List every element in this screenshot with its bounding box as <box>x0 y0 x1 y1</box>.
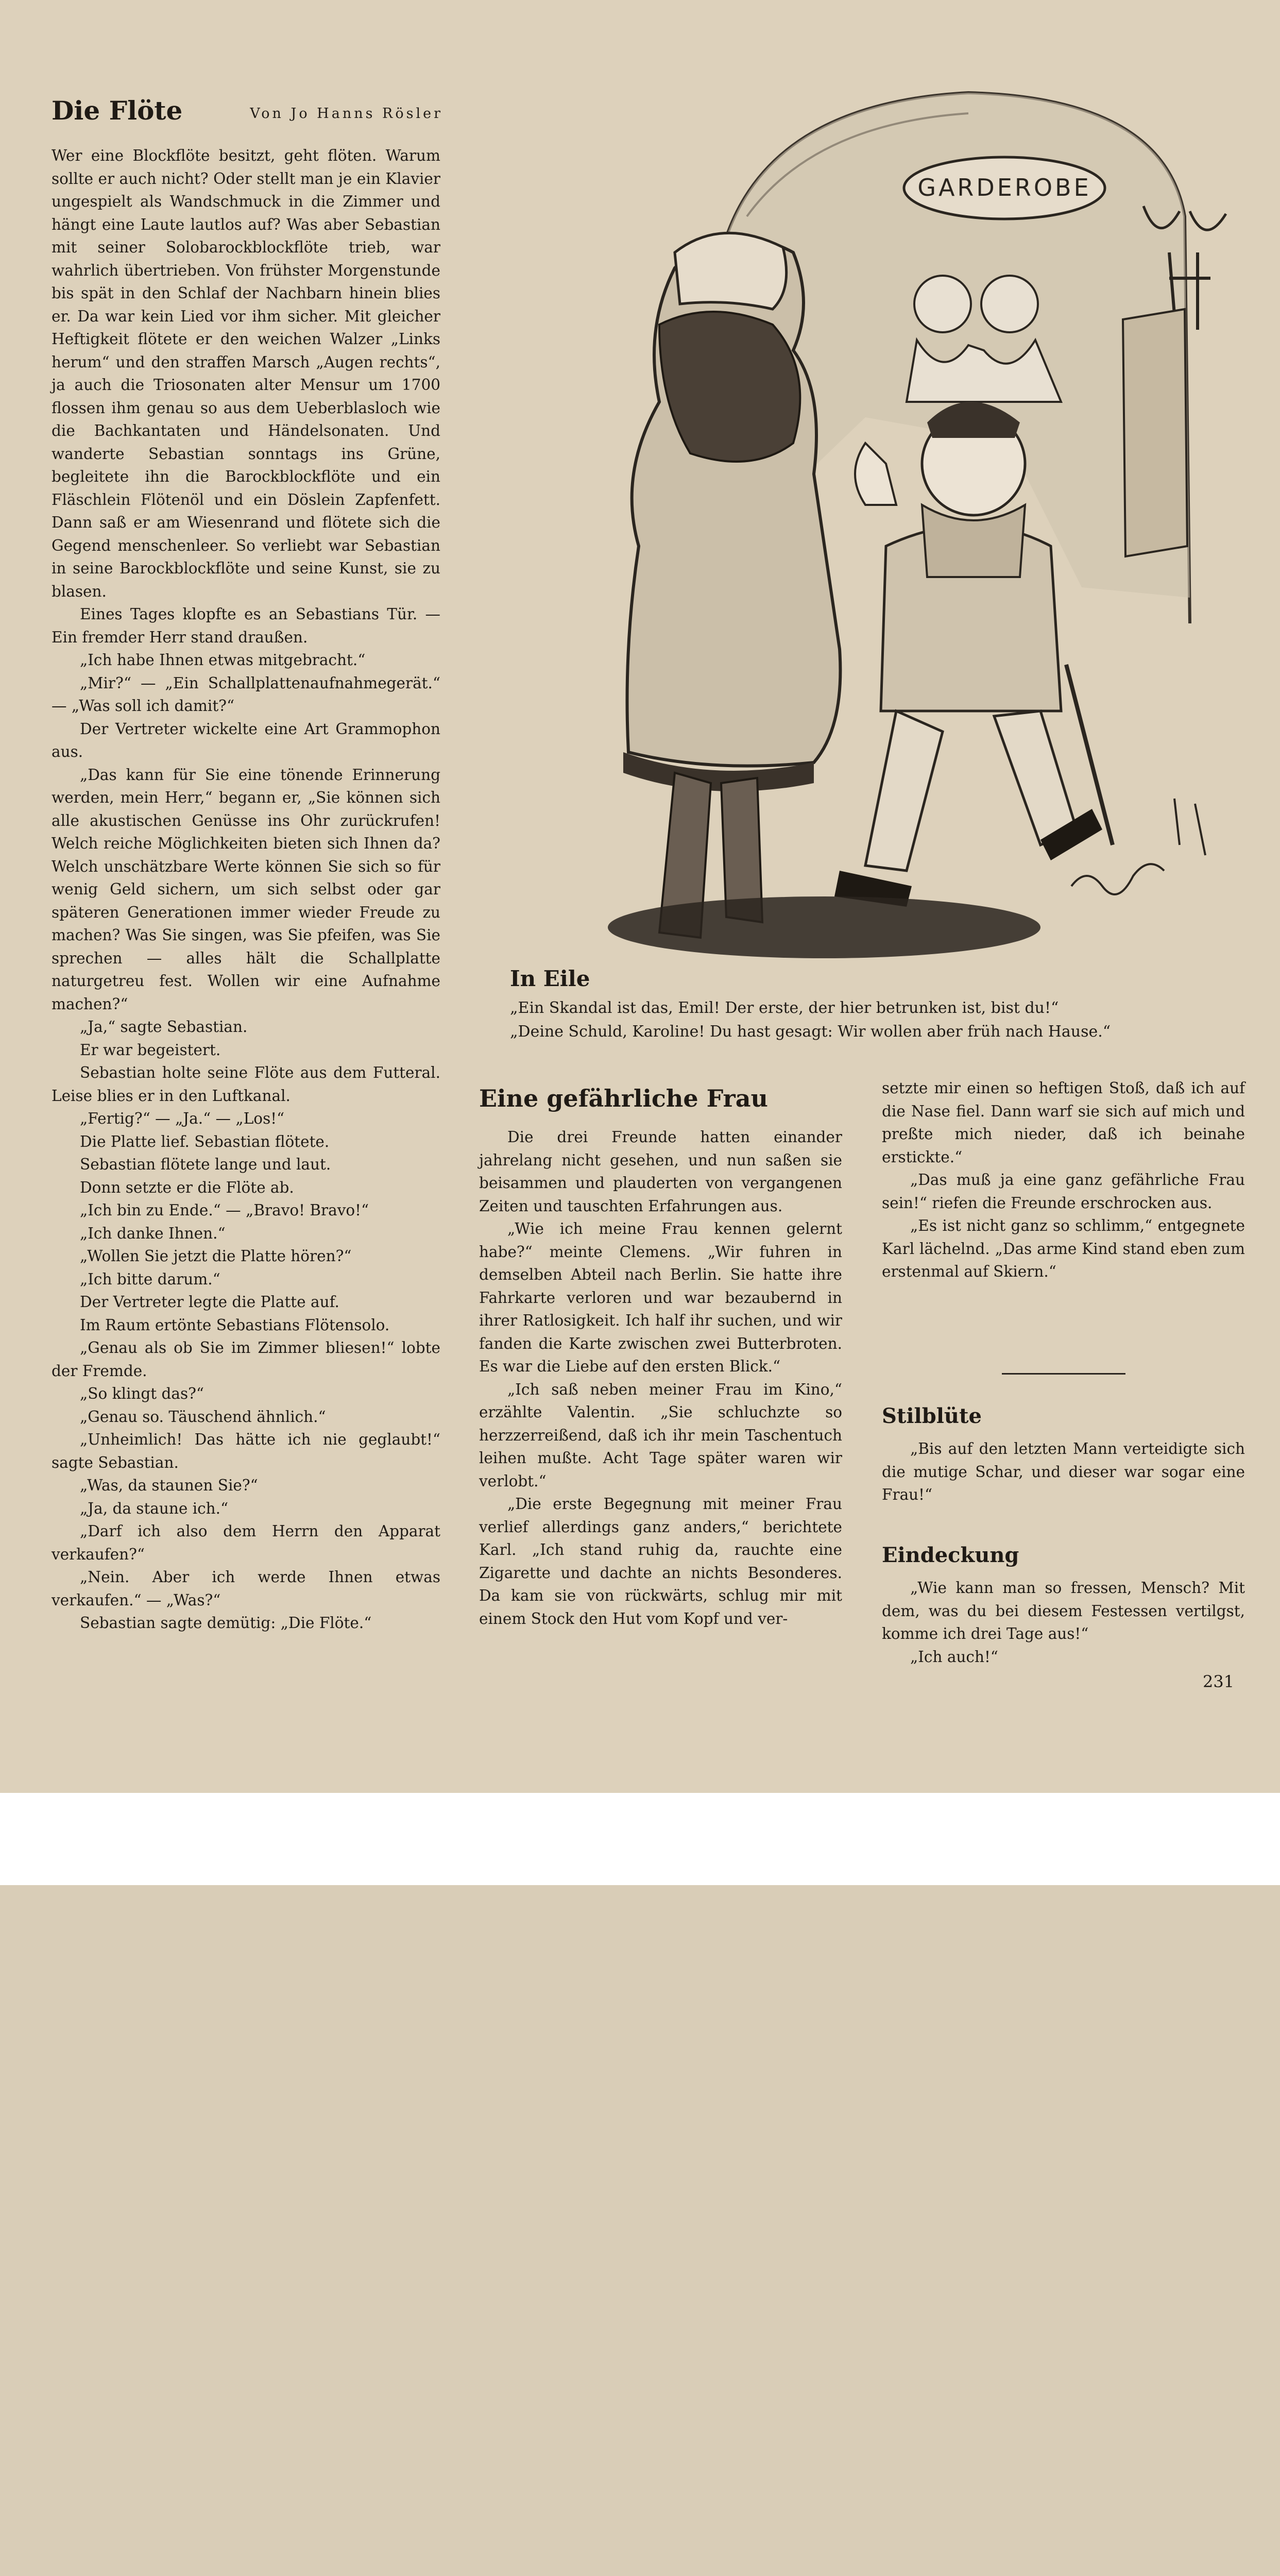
paragraph: Donn setzte er die Flöte ab. <box>80 1178 294 1196</box>
paragraph: „Ich auch!“ <box>910 1648 998 1666</box>
paragraph: „Ich danke Ihnen.“ <box>80 1224 226 1242</box>
paragraph: „Wie kann man so fressen, Mensch? Mit dem, was du bei diesem Festessen vertilgst, komme ich drei Tage aus!“ <box>882 1579 1245 1642</box>
paragraph: Eines Tages klopfte es an Sebastians Tür. — Ein fremder Herr stand draußen. <box>52 605 440 646</box>
paragraph: Im Raum ertönte Sebastians Flötensolo. <box>80 1316 390 1334</box>
caption-line: „Ein Skandal ist das, Emil! Der erste, der hier betrunken ist, bist du!“ <box>510 999 1059 1017</box>
paragraph: Die drei Freunde hatten einander jahrelang nicht gesehen, und nun saßen sie beisammen und plauderten von vergangenen Zeiten und tauschten Erfahrungen aus. <box>479 1128 842 1215</box>
paragraph: Der Vertreter wickelte eine Art Grammophon aus. <box>52 720 440 760</box>
section-title: Stilblüte <box>882 1404 982 1428</box>
illustration-caption <box>510 966 1231 1044</box>
paragraph: „Es ist nicht ganz so schlimm,“ entgegnete Karl lächelnd. „Das arme Kind stand eben zum erstenmal auf Skiern.“ <box>882 1217 1245 1280</box>
paragraph: Er war begeistert. <box>80 1041 221 1059</box>
paragraph: „Die erste Begegnung mit meiner Frau verlief allerdings ganz anders,“ berichtete Karl. „Ich stand ruhig da, rauchte eine Zigarette und dachte an nichts Besonderes. Da kam sie von rückwärts, schlug mir mit einem Stock den Hut vom Kopf und ver- <box>479 1495 842 1628</box>
paragraph: „Fertig?“ — „Ja.“ — „Los!“ <box>80 1110 285 1127</box>
paragraph: „Genau als ob Sie im Zimmer bliesen!“ lobte der Fremde. <box>52 1339 440 1380</box>
article-body-gefaehrliche-frau <box>479 1126 842 1630</box>
paragraph: „Genau so. Täuschend ähnlich.“ <box>80 1408 326 1426</box>
section-divider <box>1002 1373 1125 1375</box>
page-number: 231 <box>1203 1672 1235 1691</box>
article-body-continued <box>882 1077 1245 1283</box>
paragraph: „Ja,“ sagte Sebastian. <box>80 1018 248 1036</box>
paragraph: „Wie ich meine Frau kennen gelernt habe?“ meinte Clemens. „Wir fuhren in demselben Abteil nach Berlin. Sie hatte ihre Fahrkarte verloren und war bezaubernd in ihrer Ratlosigkeit. Ich half ihr suchen, und wir fanden die Karte zwischen zwei Butterbroten. Es war die Liebe auf den ersten Blick.“ <box>479 1220 842 1375</box>
paragraph: Sebastian flötete lange und laut. <box>80 1156 331 1173</box>
paragraph: „Das muß ja eine ganz gefährliche Frau sein!“ riefen die Freunde erschrocken aus. <box>882 1171 1245 1212</box>
paragraph: „Darf ich also dem Herrn den Apparat verkaufen?“ <box>52 1522 440 1563</box>
section-title: Eindeckung <box>882 1543 1019 1567</box>
paragraph: Der Vertreter legte die Platte auf. <box>80 1293 339 1311</box>
paragraph: „Unheimlich! Das hätte ich nie geglaubt!“ sagte Sebastian. <box>52 1431 440 1471</box>
article-title: Die Flöte <box>52 95 183 126</box>
caption-line: „Deine Schuld, Karoline! Du hast gesagt: Wir wollen aber früh nach Hause.“ <box>510 1023 1111 1041</box>
paragraph: Sebastian sagte demütig: „Die Flöte.“ <box>80 1614 372 1632</box>
article-header <box>52 95 443 131</box>
cartoon-illustration <box>505 82 1236 958</box>
paragraph: „Ich bitte darum.“ <box>80 1270 220 1288</box>
paragraph: Die Platte lief. Sebastian flötete. <box>80 1132 330 1150</box>
paragraph: „Ich habe Ihnen etwas mitgebracht.“ <box>80 651 366 669</box>
paragraph: „Mir?“ — „Ein Schallplattenaufnahmegerät.“ — „Was soll ich damit?“ <box>52 674 440 715</box>
viewer-footer <box>0 1793 1280 1885</box>
paragraph: setzte mir einen so heftigen Stoß, daß ich auf die Nase fiel. Dann warf sie sich auf mich und preßte mich nieder, daß ich beinahe erstickte.“ <box>882 1079 1245 1166</box>
paragraph: „Ja, da staune ich.“ <box>80 1499 229 1517</box>
paragraph: „Ich saß neben meiner Frau im Kino,“ erzählte Valentin. „Sie schluchzte so herzzerreißend, daß ich ihr mein Taschentuch leihen mußte. Acht Tage später waren wir verlobt.“ <box>479 1380 842 1490</box>
stilbluete-body <box>882 1437 1245 1506</box>
paragraph: „Wollen Sie jetzt die Platte hören?“ <box>80 1247 352 1265</box>
paragraph: „Ich bin zu Ende.“ — „Bravo! Bravo!“ <box>80 1201 369 1219</box>
paragraph: „Bis auf den letzten Mann verteidigte sich die mutige Schar, und dieser war sogar eine Frau!“ <box>882 1440 1245 1503</box>
caption-title: In Eile <box>510 966 590 991</box>
paragraph: „Nein. Aber ich werde Ihnen etwas verkaufen.“ — „Was?“ <box>52 1568 440 1609</box>
article-title: Eine gefährliche Frau <box>479 1084 768 1112</box>
article-byline: Von Jo Hanns Rösler <box>250 106 443 122</box>
paragraph: Sebastian holte seine Flöte aus dem Futteral. Leise blies er in den Luftkanal. <box>52 1064 440 1105</box>
paragraph: „So klingt das?“ <box>80 1385 204 1402</box>
eindeckung-body <box>882 1577 1245 1668</box>
paragraph: „Was, da staunen Sie?“ <box>80 1477 258 1494</box>
garderobe-sign: GARDEROBE <box>917 174 1091 201</box>
paragraph: „Das kann für Sie eine tönende Erinnerung werden, mein Herr,“ begann er, „Sie können sich alle akustischen Genüsse ins Ohr zurückrufen! Welch reiche Möglichkeiten bieten sich Ihnen da? Welch unschätzbare Werte können Sie sich so für wenig Geld sichern, um sich selbst oder gar späteren Generationen immer wieder Freude zu machen? Was Sie singen, was Sie pfeifen, was Sie sprechen — alles hält die Schallplatte naturgetreu fest. Wollen wir eine Aufnahme machen?“ <box>52 766 440 1013</box>
paragraph: Wer eine Blockflöte besitzt, geht flöten. Warum sollte er auch nicht? Oder stellt man je ein Klavier ungespielt als Wandschmuck in die Zimmer und hängt eine Laute lautlos auf? Was aber Sebastian mit seiner Solobarockblockflöte trieb, war wahrlich übertrieben. Von frühster Morgenstunde bis spät in den Schlaf der Nachbarn hinein blies er. Da war kein Lied vor ihm sicher. Mit gleicher Heftigkeit flötete er den weichen Walzer „Links herum“ und den straffen Marsch „Augen rechts“, ja auch die Triosonaten alter Mensur um 1700 flossen ihm genau so aus dem Ueberblasloch wie die Bachkantaten und Händelsonaten. Und wanderte Sebastian sonntags ins Grüne, begleitete ihn die Barockblockflöte und ein Fläschlein Flötenöl und ein Döslein Zapfenfett. Dann saß er am Wiesenrand und flötete sich die Gegend menschenleer. So verliebt war Sebastian in seine Barockblockflöte und seine Kunst, sie zu blasen. <box>52 147 440 600</box>
article-body-die-floete <box>52 144 440 1635</box>
